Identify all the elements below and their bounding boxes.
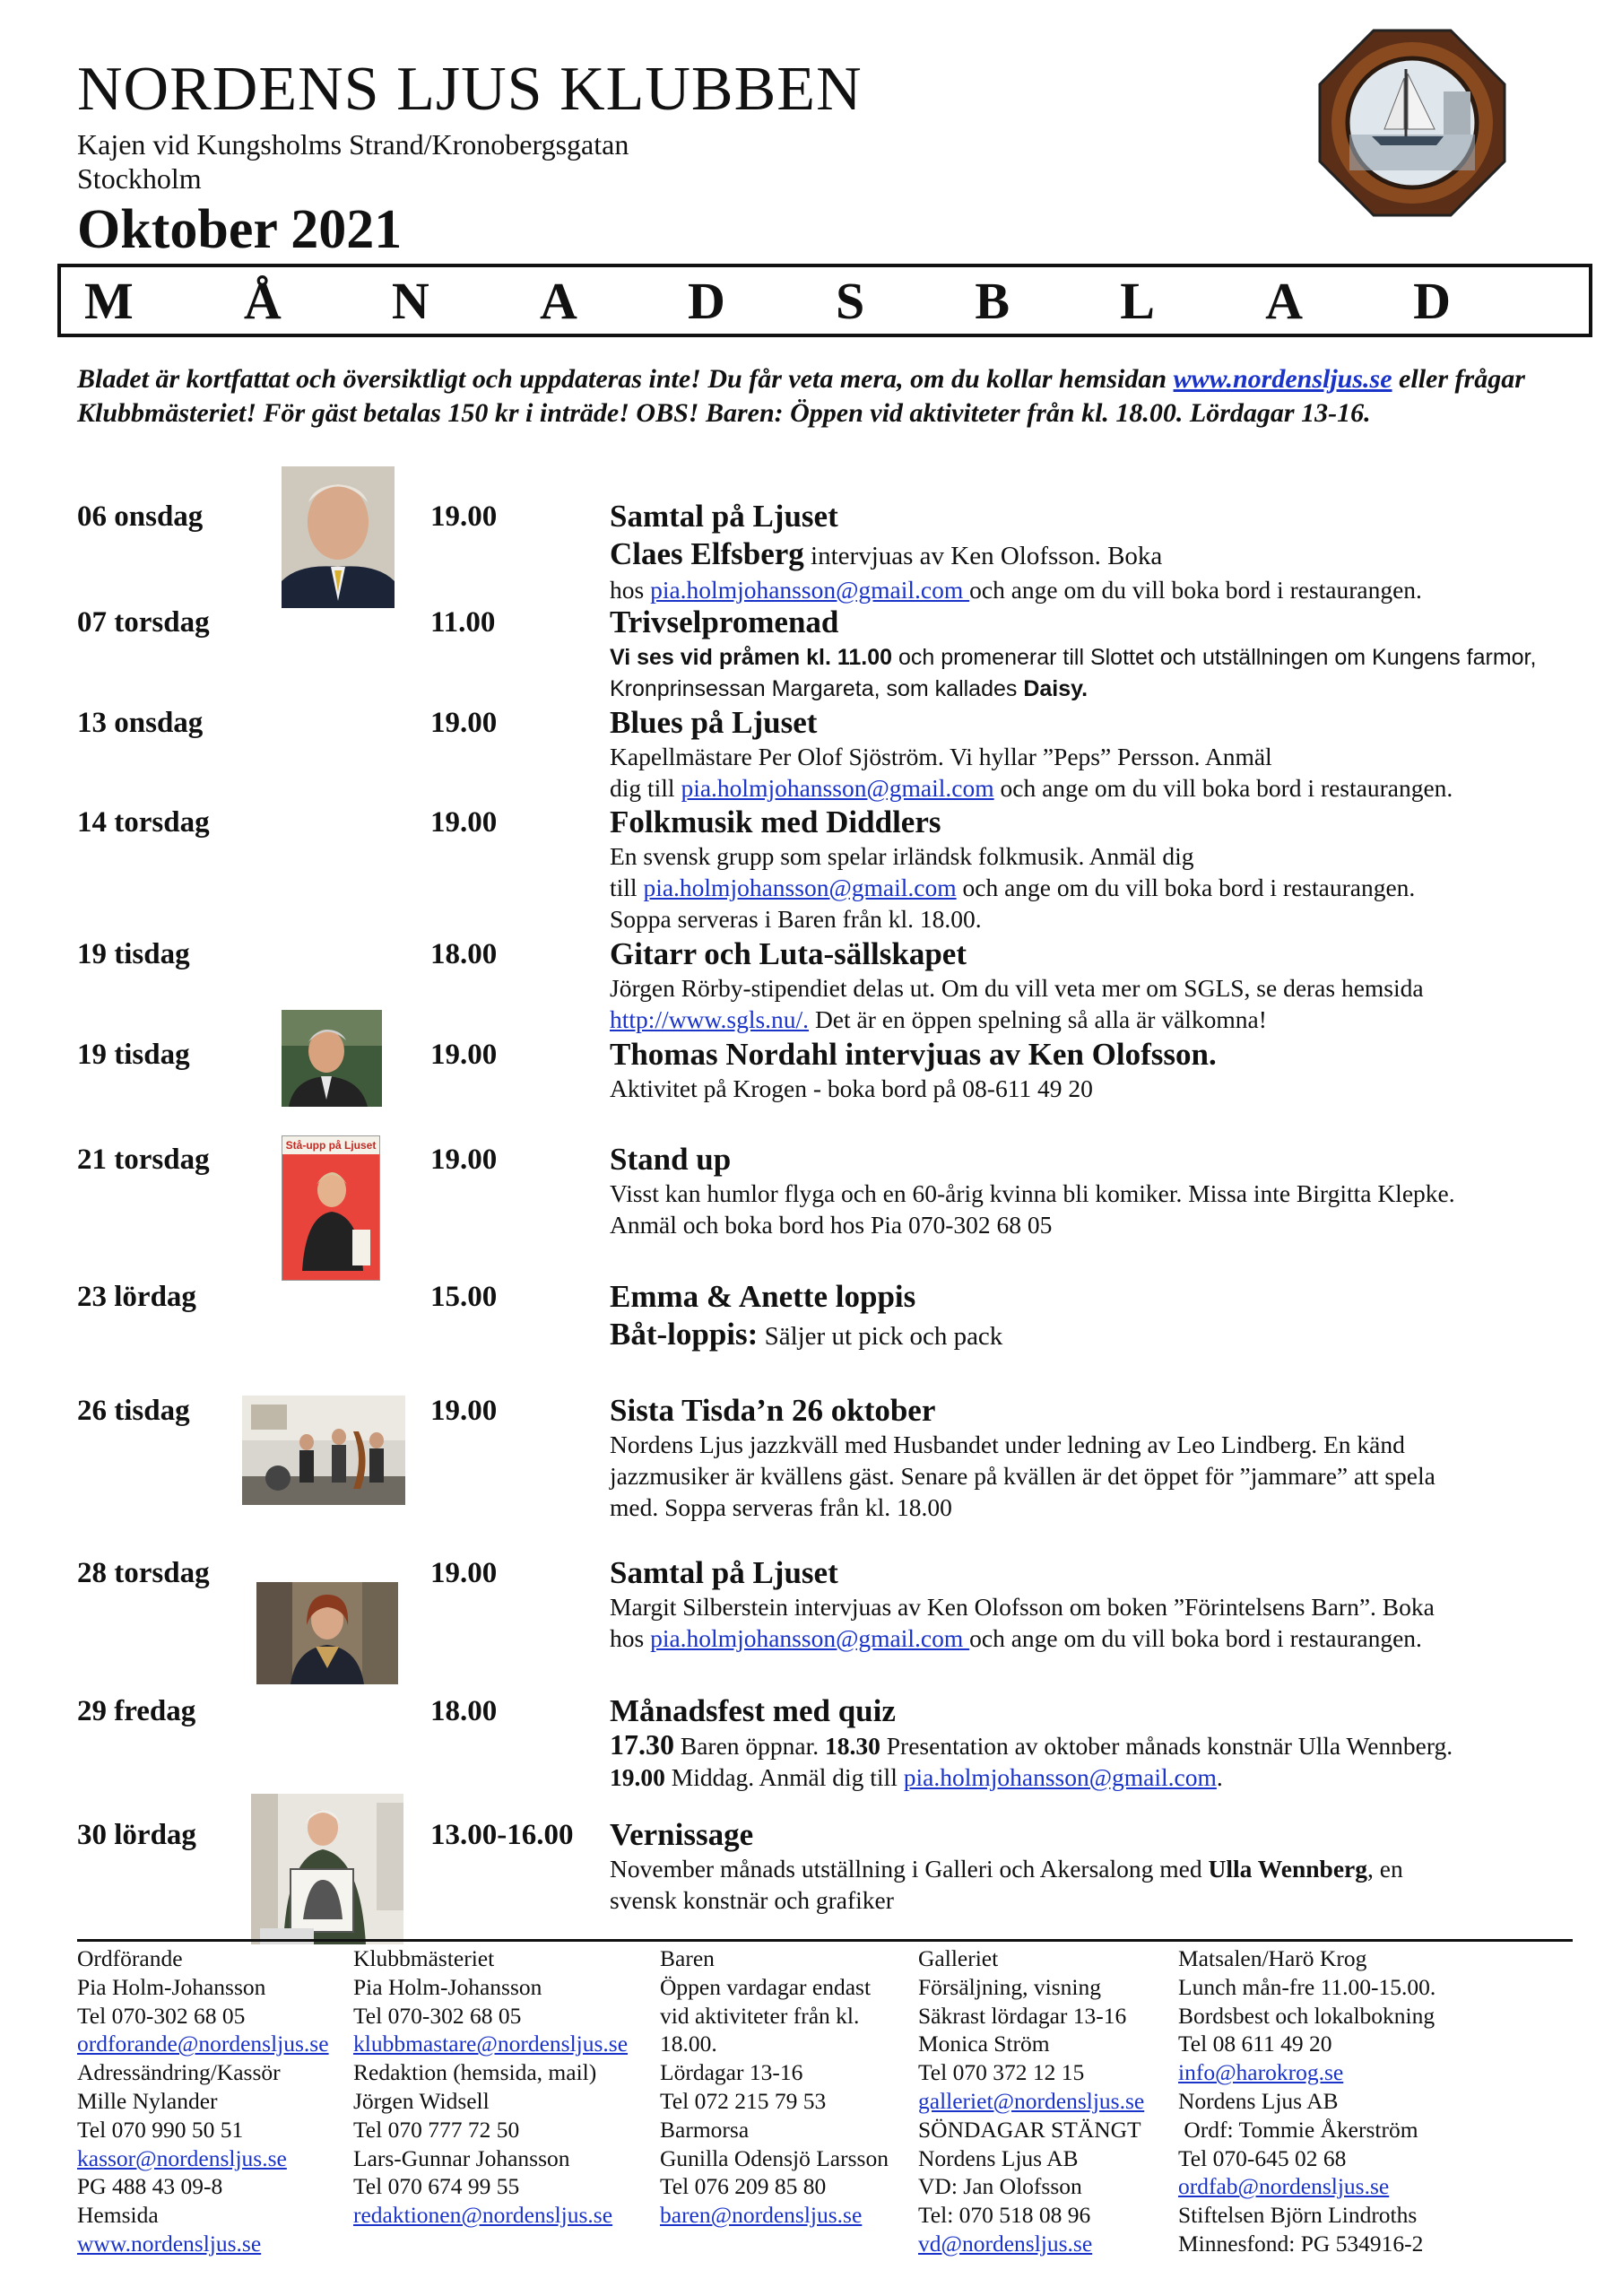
event-time: 11.00 bbox=[430, 606, 496, 639]
event-desc: med. Soppa serveras från kl. 18.00 bbox=[610, 1493, 952, 1521]
email-link[interactable]: pia.holmjohansson@gmail.com bbox=[650, 1624, 970, 1652]
event-day: 30 lördag bbox=[77, 1819, 196, 1851]
banner-letter: A bbox=[539, 271, 577, 330]
guest-photo-icon bbox=[282, 466, 395, 608]
banner-letter: N bbox=[391, 271, 429, 330]
intro-part2: eller frågar Klubbmästeriet! För gäst betalas 150 kr i inträde! OBS! Baren: Öppen vid aktiviteter från kl. 18.00. Lördagar 13-16. bbox=[77, 364, 1525, 428]
event-body bbox=[610, 1555, 1596, 1654]
footer-text: Tel 070 372 12 15 bbox=[918, 2059, 1085, 2086]
footer-text: Hemsida bbox=[77, 2202, 159, 2229]
event-time: 19.00 bbox=[430, 806, 498, 839]
event-title: Emma & Anette loppis bbox=[610, 1279, 916, 1314]
footer-text: Tel 070 777 72 50 bbox=[353, 2116, 520, 2143]
footer-col-matsalen bbox=[1178, 1944, 1436, 2258]
banner-letter: M bbox=[84, 271, 134, 330]
event-day: 14 torsdag bbox=[77, 806, 210, 839]
footer-text: SÖNDAGAR STÄNGT bbox=[918, 2116, 1141, 2143]
artist-name: Ulla Wennberg bbox=[1208, 1855, 1367, 1883]
event-desc: Jörgen Rörby-stipendiet delas ut. Om du vill veta mer om SGLS, se deras hemsida bbox=[610, 974, 1424, 1002]
event-day: 21 torsdag bbox=[77, 1144, 210, 1176]
footer-col-ordforande bbox=[77, 1944, 329, 2258]
banner-letter: A bbox=[1265, 271, 1303, 330]
event-desc bbox=[610, 574, 1596, 605]
footer-text: Bordsbest och lokalbokning bbox=[1178, 2002, 1436, 2029]
footer-text: Stiftelsen Björn Lindroths bbox=[1178, 2202, 1418, 2229]
footer-text: Barmorsa bbox=[660, 2116, 750, 2143]
event-time: 18.00 bbox=[430, 938, 498, 970]
event-time: 19.00 bbox=[430, 707, 498, 739]
footer-text: Lunch mån-fre 11.00-15.00. bbox=[1178, 1973, 1436, 2000]
event-title: Thomas Nordahl intervjuas av Ken Olofsson. bbox=[610, 1037, 1217, 1072]
event-subtitle bbox=[610, 536, 1596, 574]
event-time: 19.00 bbox=[430, 1039, 498, 1071]
time-3-text: Middag. Anmäl dig till bbox=[664, 1763, 904, 1791]
footer-text: Säkrast lördagar 13-16 bbox=[918, 2002, 1127, 2029]
footer-heading: Matsalen/Harö Krog bbox=[1178, 1945, 1367, 1971]
club-city: Stockholm bbox=[77, 162, 202, 195]
desc-pre: hos bbox=[610, 1624, 651, 1652]
time-3: 19.00 bbox=[610, 1763, 665, 1791]
club-address: Kajen vid Kungsholms Strand/Kronobergsgatan bbox=[77, 128, 629, 161]
desc-pre: dig till bbox=[610, 774, 681, 802]
event-body bbox=[610, 1393, 1596, 1523]
time-1-text: Baren öppnar. bbox=[674, 1732, 826, 1760]
email-link[interactable]: info@harokrog.se bbox=[1178, 2059, 1344, 2086]
standup-poster bbox=[282, 1135, 380, 1281]
event-title: Gitarr och Luta-sällskapet bbox=[610, 936, 967, 971]
event-desc bbox=[610, 642, 1596, 705]
event-desc bbox=[610, 1853, 1596, 1884]
footer-text: 18.00. bbox=[660, 2031, 717, 2057]
event-body bbox=[610, 1279, 1596, 1354]
email-link[interactable]: pia.holmjohansson@gmail.com bbox=[643, 874, 957, 901]
footer-text: vid aktiviteter från kl. bbox=[660, 2002, 860, 2029]
banner-letter: B bbox=[975, 271, 1010, 330]
time-2-text: Presentation av oktober månads konstnär Ulla Wennberg. bbox=[880, 1732, 1453, 1760]
email-link[interactable]: pia.holmjohansson@gmail.com bbox=[650, 576, 970, 604]
footer-col-klubbmasteriet bbox=[353, 1944, 628, 2230]
jazz-band-photo-icon bbox=[242, 1396, 405, 1505]
event-time: 19.00 bbox=[430, 1395, 498, 1427]
desc-end: . bbox=[1216, 1763, 1223, 1791]
banner-letter: Å bbox=[243, 271, 282, 330]
event-desc bbox=[610, 1761, 1596, 1793]
event-day: 07 torsdag bbox=[77, 606, 210, 639]
event-day: 19 tisdag bbox=[77, 938, 190, 970]
footer-text: Tel: 070 518 08 96 bbox=[918, 2202, 1091, 2229]
email-link[interactable]: pia.holmjohansson@gmail.com bbox=[903, 1763, 1217, 1791]
event-desc: svensk konstnär och grafiker bbox=[610, 1886, 894, 1914]
footer-text: Nordens Ljus AB bbox=[1178, 2087, 1339, 2114]
footer-text: Tel 08 611 49 20 bbox=[1178, 2031, 1332, 2057]
footer-text: Adressändring/Kassör bbox=[77, 2059, 281, 2086]
email-link[interactable]: baren@nordensljus.se bbox=[660, 2202, 863, 2229]
event-subtitle bbox=[610, 1317, 1596, 1354]
event-desc bbox=[610, 872, 1596, 903]
event-body bbox=[610, 1037, 1596, 1104]
desc-mid: och promenerar till Slottet och utställningen om Kungens farmor, Kronprinsessan Margareta, som kallades bbox=[610, 645, 1537, 701]
event-desc bbox=[610, 772, 1596, 804]
sgls-link[interactable]: http://www.sgls.nu/. bbox=[610, 1005, 810, 1033]
event-time: 13.00-16.00 bbox=[430, 1819, 574, 1851]
event-desc: Visst kan humlor flyga och en 60-årig kvinna bli komiker. Missa inte Birgitta Klepke. bbox=[610, 1179, 1455, 1207]
footer-text: Tel 070-302 68 05 bbox=[353, 2002, 522, 2029]
footer-text: Mille Nylander bbox=[77, 2087, 218, 2114]
footer-text: Tel 072 215 79 53 bbox=[660, 2087, 827, 2114]
sub-rest: Säljer ut pick och pack bbox=[758, 1322, 1003, 1351]
email-link[interactable]: ordforande@nordensljus.se bbox=[77, 2031, 329, 2057]
email-link[interactable]: kassor@nordensljus.se bbox=[77, 2144, 287, 2171]
desc-post: och ange om du vill boka bord i restaurangen. bbox=[969, 1624, 1422, 1652]
event-body bbox=[610, 1817, 1596, 1916]
event-title: Samtal på Ljuset bbox=[610, 1555, 838, 1590]
artist-photo-icon bbox=[251, 1794, 403, 1944]
event-day: 29 fredag bbox=[77, 1695, 196, 1727]
desc-pre: November månads utställning i Galleri och Akersalong med bbox=[610, 1855, 1209, 1883]
footer-text: Gunilla Odensjö Larsson bbox=[660, 2144, 889, 2171]
desc-pre: hos bbox=[610, 576, 651, 604]
event-desc: Aktivitet på Krogen - boka bord på 08-611 49 20 bbox=[610, 1074, 1093, 1102]
desc-bold: Daisy. bbox=[1023, 676, 1089, 701]
event-desc: En svensk grupp som spelar irländsk folkmusik. Anmäl dig bbox=[610, 842, 1194, 870]
footer-heading: Galleriet bbox=[918, 1945, 999, 1971]
guest-photo-icon bbox=[256, 1582, 398, 1684]
month-title: Oktober 2021 bbox=[77, 199, 403, 260]
event-desc bbox=[610, 1729, 1596, 1761]
website-link[interactable]: www.nordensljus.se bbox=[1173, 364, 1392, 394]
event-title: Månadsfest med quiz bbox=[610, 1693, 896, 1728]
footer-text: Tel 070 990 50 51 bbox=[77, 2116, 244, 2143]
event-day: 26 tisdag bbox=[77, 1395, 190, 1427]
event-desc bbox=[610, 1004, 1596, 1035]
banner-letter: D bbox=[687, 271, 725, 330]
event-day: 28 torsdag bbox=[77, 1557, 210, 1589]
event-day: 13 onsdag bbox=[77, 707, 204, 739]
footer-text: Försäljning, visning bbox=[918, 1973, 1102, 2000]
footer-text: Jörgen Widsell bbox=[353, 2087, 490, 2114]
event-body bbox=[610, 804, 1596, 935]
event-desc: Nordens Ljus jazzkväll med Husbandet under ledning av Leo Lindberg. En känd bbox=[610, 1431, 1405, 1458]
footer-divider bbox=[77, 1939, 1573, 1942]
event-body bbox=[610, 705, 1596, 804]
email-link[interactable]: redaktionen@nordensljus.se bbox=[353, 2202, 613, 2229]
event-time: 18.00 bbox=[430, 1695, 498, 1727]
desc-post: och ange om du vill boka bord i restaurangen. bbox=[956, 874, 1416, 901]
event-title: Blues på Ljuset bbox=[610, 705, 818, 740]
intro-part1: Bladet är kortfattat och översiktligt och uppdateras inte! Du får veta mera, om du kollar hemsidan bbox=[77, 364, 1174, 394]
footer-text: Öppen vardagar endast bbox=[660, 1973, 872, 2000]
footer-text: Tel 076 209 85 80 bbox=[660, 2173, 827, 2200]
event-time: 15.00 bbox=[430, 1281, 498, 1313]
desc-post: Det är en öppen spelning så alla är välkomna! bbox=[809, 1005, 1267, 1033]
footer-text: VD: Jan Olofsson bbox=[918, 2173, 1082, 2200]
desc-post: och ange om du vill boka bord i restaurangen. bbox=[993, 774, 1453, 802]
website-link[interactable]: www.nordensljus.se bbox=[77, 2230, 262, 2257]
event-title: Sista Tisda’n 26 oktober bbox=[610, 1393, 936, 1428]
footer-text: Tel 070-302 68 05 bbox=[77, 2002, 246, 2029]
club-title: NORDENS LJUS KLUBBEN bbox=[77, 55, 863, 124]
event-day: 06 onsdag bbox=[77, 500, 204, 533]
intro-text bbox=[77, 362, 1548, 430]
event-day: 23 lördag bbox=[77, 1281, 196, 1313]
guest-photo-icon bbox=[282, 1010, 382, 1107]
guest-name: Claes Elfsberg bbox=[610, 536, 804, 571]
footer-text: PG 488 43 09-8 bbox=[77, 2173, 223, 2200]
email-link[interactable]: klubbmastare@nordensljus.se bbox=[353, 2031, 629, 2057]
banner-letter: D bbox=[1413, 271, 1451, 330]
poster-title: Stå-upp på Ljuset bbox=[282, 1136, 379, 1154]
footer-heading: Baren bbox=[660, 1945, 715, 1971]
event-time: 19.00 bbox=[430, 1557, 498, 1589]
event-desc: jazzmusiker är kvällens gäst. Senare på kvällen är det öppet för ”jammare” att spela bbox=[610, 1462, 1436, 1490]
desc-bold: Vi ses vid pråmen kl. 11.00 bbox=[610, 645, 893, 670]
time-1: 17.30 bbox=[610, 1728, 674, 1761]
banner-manadsblad bbox=[57, 264, 1592, 337]
event-time: 19.00 bbox=[430, 1144, 498, 1176]
desc-post: och ange om du vill boka bord i restaurangen. bbox=[969, 576, 1422, 604]
footer-text: Lördagar 13-16 bbox=[660, 2059, 803, 2086]
event-desc: Kapellmästare Per Olof Sjöström. Vi hyllar ”Peps” Persson. Anmäl bbox=[610, 743, 1272, 770]
event-title: Samtal på Ljuset bbox=[610, 499, 838, 534]
porthole-logo-icon bbox=[1318, 29, 1506, 217]
desc-post: , en bbox=[1367, 1855, 1403, 1883]
event-desc bbox=[610, 1622, 1596, 1654]
event-desc: Margit Silberstein intervjuas av Ken Olofsson om boken ”Förintelsens Barn”. Boka bbox=[610, 1593, 1435, 1621]
footer-text: Redaktion (hemsida, mail) bbox=[353, 2059, 597, 2086]
email-link[interactable]: vd@nordensljus.se bbox=[918, 2230, 1093, 2257]
banner-letters bbox=[61, 267, 1589, 334]
footer-col-galleriet bbox=[918, 1944, 1144, 2258]
sub-bold: Båt-loppis: bbox=[610, 1317, 759, 1352]
email-link[interactable]: galleriet@nordensljus.se bbox=[918, 2087, 1145, 2114]
footer-text: Ordf: Tommie Åkerström bbox=[1178, 2116, 1418, 2143]
footer-col-baren bbox=[660, 1944, 889, 2230]
event-body bbox=[610, 1693, 1596, 1793]
footer-text: Lars-Gunnar Johansson bbox=[353, 2144, 570, 2171]
time-2: 18.30 bbox=[825, 1732, 880, 1760]
event-title: Trivselpromenad bbox=[610, 604, 839, 639]
event-body bbox=[610, 1142, 1596, 1240]
footer-heading: Klubbmästeriet bbox=[353, 1945, 495, 1971]
header bbox=[77, 54, 1601, 269]
footer-text: Pia Holm-Johansson bbox=[353, 1973, 542, 2000]
event-title: Folkmusik med Diddlers bbox=[610, 804, 941, 839]
desc-pre: till bbox=[610, 874, 644, 901]
footer-text: Monica Ström bbox=[918, 2031, 1050, 2057]
event-body bbox=[610, 604, 1596, 705]
event-title: Vernissage bbox=[610, 1817, 754, 1852]
subtitle-rest: intervjuas av Ken Olofsson. Boka bbox=[803, 542, 1163, 570]
banner-letter: L bbox=[1120, 271, 1155, 330]
event-day: 19 tisdag bbox=[77, 1039, 190, 1071]
email-link[interactable]: pia.holmjohansson@gmail.com bbox=[681, 774, 994, 802]
event-body bbox=[610, 936, 1596, 1035]
footer-text: Tel 070-645 02 68 bbox=[1178, 2144, 1347, 2171]
banner-letter: S bbox=[836, 271, 865, 330]
footer-text: Tel 070 674 99 55 bbox=[353, 2173, 520, 2200]
event-title: Stand up bbox=[610, 1142, 732, 1177]
event-desc: Anmäl och boka bord hos Pia 070-302 68 05 bbox=[610, 1211, 1053, 1239]
poster-figure-icon bbox=[282, 1154, 380, 1280]
event-desc: Soppa serveras i Baren från kl. 18.00. bbox=[610, 905, 982, 933]
footer-text: Pia Holm-Johansson bbox=[77, 1973, 266, 2000]
event-body bbox=[610, 499, 1596, 605]
footer-text: Minnesfond: PG 534916-2 bbox=[1178, 2230, 1424, 2257]
footer-heading: Ordförande bbox=[77, 1945, 183, 1971]
event-time: 19.00 bbox=[430, 500, 498, 533]
footer-text: Nordens Ljus AB bbox=[918, 2144, 1079, 2171]
email-link[interactable]: ordfab@nordensljus.se bbox=[1178, 2173, 1390, 2200]
